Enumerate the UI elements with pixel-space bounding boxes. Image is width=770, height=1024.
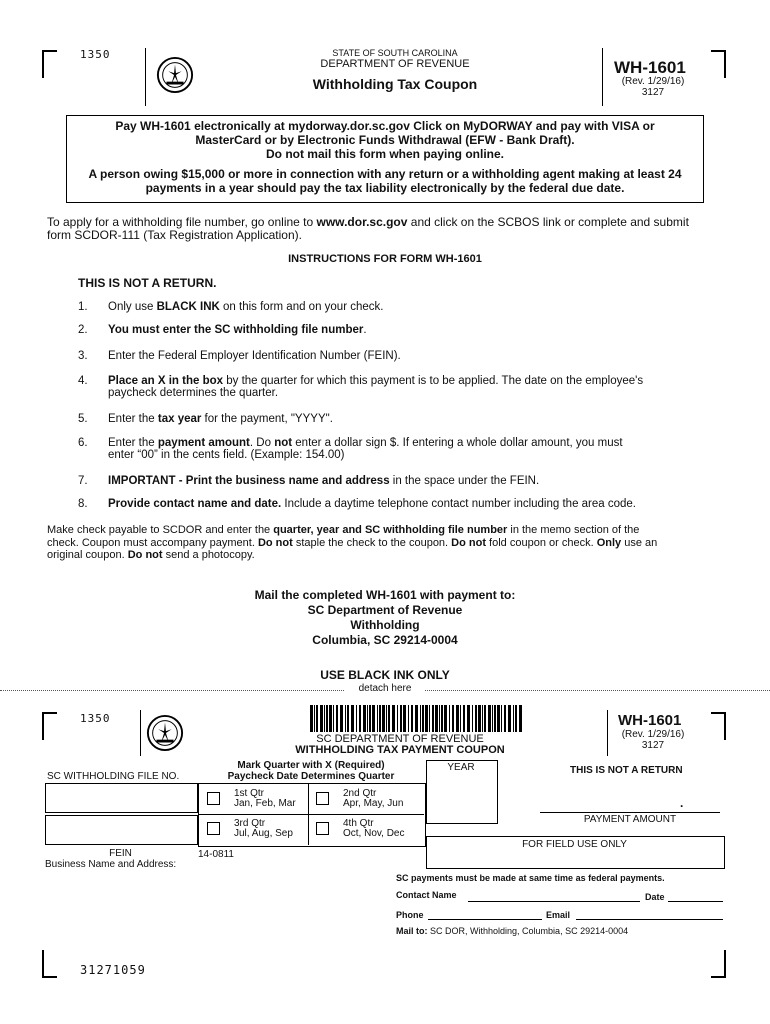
q1-label (234, 789, 296, 809)
mail-line: Mail the completed WH-1601 with payment to: (254, 588, 516, 602)
corner-mark-top-right (710, 50, 726, 78)
paragraph-emphasis: Only (596, 536, 622, 549)
footer-code: 31271059 (80, 963, 146, 977)
barcode-bar (388, 705, 390, 732)
instruction-segment: . Do (249, 437, 275, 449)
barcode-bar (324, 705, 325, 732)
notice-line: Do not mail this form when paying online. (265, 147, 504, 161)
paragraph-text: use an (621, 536, 658, 549)
barcode-bar (367, 705, 368, 732)
mail-to-line (396, 926, 628, 936)
form-code: 1350 (80, 48, 111, 61)
q2-label (343, 789, 403, 809)
barcode-bar (467, 705, 470, 732)
barcode-bar (508, 705, 511, 732)
barcode-bar (449, 705, 450, 732)
barcode-bar (513, 705, 514, 732)
notice-line: Pay WH-1601 electronically at mydorway.dor.sc.gov Click on MyDORWAY and pay with VISA or (115, 119, 655, 133)
barcode-bar (504, 705, 506, 732)
barcode-bar (484, 705, 486, 732)
instruction-segment: by the quarter for which this payment is to be applied. The date on the employee's (223, 375, 644, 387)
fein-field[interactable] (45, 815, 198, 845)
q3-name: 3rd Qtr (234, 818, 266, 829)
instruction-segment: in the space under the FEIN. (389, 475, 540, 487)
paragraph-text: fold coupon or check. (486, 536, 597, 549)
instruction-text (108, 324, 708, 336)
barcode-bar (397, 705, 398, 732)
form-number: 3127 (641, 87, 665, 98)
paragraph-emphasis: Do not (127, 549, 163, 561)
instruction-emphasis: BLACK INK (156, 301, 220, 313)
barcode-bar (463, 705, 465, 732)
barcode-bar (359, 705, 361, 732)
instruction-emphasis: Place an X in the box (108, 375, 224, 387)
instruction-text (108, 413, 708, 425)
paragraph-text: staple the check to the coupon. (292, 536, 452, 549)
q2-months: Apr, May, Jun (343, 798, 404, 809)
barcode-bar (439, 705, 440, 732)
coupon-form-id: WH-1601 (618, 712, 682, 729)
barcode-bar (411, 705, 413, 732)
barcode-bar (326, 705, 328, 732)
instruction-number: 6. (78, 437, 88, 449)
instruction-segment: for the payment, "YYYY". (201, 413, 333, 425)
barcode-bar (478, 705, 481, 732)
coupon-form-code: 1350 (80, 712, 111, 725)
q3-label (234, 819, 293, 839)
payment-instructions-paragraph (47, 524, 737, 562)
instruction-segment: paycheck determines the quarter. (108, 387, 279, 399)
email-field[interactable] (576, 919, 723, 920)
instruction-segment: . (363, 324, 367, 336)
paragraph-text: Make check payable to SCDOR and enter the (47, 524, 274, 536)
barcode-bar (336, 705, 338, 732)
instruction-number: 7. (78, 475, 88, 487)
not-a-return-heading: THIS IS NOT A RETURN. (78, 276, 217, 290)
coupon-form-number: 3127 (641, 740, 665, 751)
coupon-department: SC DEPARTMENT OF REVENUE (316, 733, 484, 745)
mail-to-label: Mail to: (396, 926, 428, 936)
barcode-bar (497, 705, 500, 732)
barcode-bar (488, 705, 491, 732)
state-name: STATE OF SOUTH CAROLINA (332, 48, 458, 58)
instruction-text (108, 437, 708, 461)
barcode-bar (492, 705, 493, 732)
state-seal-icon (146, 714, 184, 752)
instruction-number: 5. (78, 413, 88, 425)
instruction-segment: on this form and on your check. (219, 301, 384, 313)
q4-name: 4th Qtr (343, 818, 374, 829)
sc-payments-notice: SC payments must be made at same time as federal payments. (396, 873, 665, 883)
barcode-bar (320, 705, 323, 732)
instruction-number: 4. (78, 375, 88, 387)
state-seal-icon (156, 56, 194, 94)
barcode-bar (460, 705, 461, 732)
coupon-title: WITHHOLDING TAX PAYMENT COUPON (295, 744, 505, 756)
instruction-segment: enter a dollar sign $. If entering a whole dollar amount, you must (292, 437, 623, 449)
corner-mark-coupon-bottom-left (42, 950, 58, 978)
barcode-bar (345, 705, 346, 732)
barcode-bar (377, 705, 378, 732)
barcode-bar (333, 705, 334, 732)
apply-text: and click on the SCBOS link or complete and submit (407, 215, 689, 229)
barcode-bar (356, 705, 357, 732)
barcode (310, 705, 525, 732)
coupon-form-revision: (Rev. 1/29/16) (621, 729, 685, 740)
apply-text: To apply for a withholding file number, go online to (47, 215, 317, 229)
mail-address-block (0, 588, 770, 648)
file-number-label: SC WITHHOLDING FILE NO. (47, 771, 180, 782)
barcode-bar (316, 705, 318, 732)
barcode-bar (444, 705, 447, 732)
instruction-emphasis: not (274, 437, 293, 449)
instruction-segment: Enter the (108, 413, 158, 425)
paragraph-emphasis: Do not (257, 536, 293, 549)
q4-label (343, 819, 405, 839)
barcode-bar (422, 705, 424, 732)
barcode-bar (432, 705, 434, 732)
paragraph-text: in the memo section of the (507, 524, 640, 536)
phone-field[interactable] (428, 919, 542, 920)
instructions-heading: INSTRUCTIONS FOR FORM WH-1601 (288, 253, 482, 265)
payment-amount-label: PAYMENT AMOUNT (583, 814, 677, 825)
barcode-bar (515, 705, 517, 732)
corner-mark-coupon-top-left (42, 712, 58, 740)
q2-name: 2nd Qtr (343, 788, 377, 799)
email-label: Email (546, 910, 571, 920)
barcode-bar (456, 705, 459, 732)
apply-paragraph (47, 216, 737, 242)
instruction-text (108, 350, 708, 362)
barcode-bar (441, 705, 443, 732)
instruction-segment: Include a daytime telephone contact number including the area code. (281, 498, 637, 510)
barcode-bar (429, 705, 430, 732)
instruction-segment: enter “00” in the cents field. (Example: 154.00) (108, 449, 345, 461)
instruction-segment: Enter the (108, 437, 158, 449)
barcode-bar (475, 705, 477, 732)
notice-line: MasterCard or by Electronic Funds Withdrawal (EFW - Bank Draft). (195, 133, 575, 147)
instruction-emphasis: tax year (157, 413, 202, 425)
black-ink-notice: USE BLACK INK ONLY (320, 668, 450, 682)
barcode-bar (501, 705, 502, 732)
barcode-bar (403, 705, 406, 732)
instruction-emphasis: IMPORTANT - Print the business name and address (108, 475, 390, 487)
barcode-bar (452, 705, 454, 732)
notice-line: payments in a year should pay the tax liability electronically by the federal due date. (145, 181, 625, 195)
coupon-not-a-return: THIS IS NOT A RETURN (570, 765, 683, 776)
mail-to-address: SC DOR, Withholding, Columbia, SC 29214-0004 (430, 926, 629, 936)
barcode-bar (408, 705, 409, 732)
instruction-text (108, 475, 708, 487)
quarter-instructions (200, 760, 422, 782)
barcode-bar (472, 705, 473, 732)
barcode-bar (420, 705, 421, 732)
barcode-bar (329, 705, 332, 732)
q1-name: 1st Qtr (234, 788, 265, 799)
page-title: Withholding Tax Coupon (312, 76, 478, 92)
q3-checkbox[interactable] (207, 822, 220, 835)
form-id: WH-1601 (614, 58, 686, 77)
barcode-bar (482, 705, 483, 732)
barcode-bar (310, 705, 313, 732)
electronic-payment-notice (66, 115, 704, 203)
form-code-number: 14-0811 (198, 849, 234, 860)
paragraph-emphasis: quarter, year and SC withholding file number (273, 524, 508, 536)
dor-website-link[interactable]: www.dor.sc.gov (316, 215, 408, 229)
instruction-emphasis: You must enter the SC withholding file number (108, 324, 364, 336)
instruction-segment: Only use (108, 301, 157, 313)
q3-months: Jul, Aug, Sep (234, 828, 293, 839)
barcode-bar (425, 705, 428, 732)
q2-checkbox[interactable] (316, 792, 329, 805)
paragraph-text: send a photocopy. (162, 549, 255, 561)
fein-label: FEIN (109, 848, 132, 859)
barcode-bar (347, 705, 349, 732)
mail-line: SC Department of Revenue (307, 603, 463, 617)
apply-text: form SCDOR-111 (Tax Registration Application). (47, 228, 302, 242)
barcode-bar (415, 705, 418, 732)
q4-checkbox[interactable] (316, 822, 329, 835)
barcode-bar (372, 705, 375, 732)
instruction-number: 1. (78, 301, 88, 313)
instruction-emphasis: payment amount (157, 437, 250, 449)
barcode-bar (392, 705, 395, 732)
paragraph-emphasis: Do not (451, 536, 486, 549)
q1-months: Jan, Feb, Mar (234, 798, 296, 809)
instruction-segment: Enter the Federal Employer Identification Number (FEIN). (108, 350, 401, 362)
barcode-bar (519, 705, 522, 732)
mark-quarter-label: Mark Quarter with X (Required) (237, 760, 385, 771)
quarter-divider (198, 814, 424, 815)
paragraph-text: check. Coupon must accompany payment. (47, 536, 258, 549)
barcode-bar (340, 705, 343, 732)
paycheck-date-label: Paycheck Date Determines Quarter (227, 771, 395, 782)
instruction-text (108, 498, 708, 510)
business-name-address-label: Business Name and Address: (45, 859, 177, 870)
barcode-bar (400, 705, 402, 732)
date-field[interactable] (668, 901, 723, 902)
form-revision: (Rev. 1/29/16) (621, 76, 685, 87)
instruction-text (108, 301, 708, 313)
contact-name-label: Contact Name (396, 890, 457, 900)
instruction-number: 8. (78, 498, 88, 510)
barcode-bar (363, 705, 366, 732)
payment-amount-field[interactable] (540, 800, 720, 813)
instruction-emphasis: Provide contact name and date. (108, 498, 282, 510)
q4-months: Oct, Nov, Dec (343, 828, 405, 839)
barcode-bar (351, 705, 354, 732)
detach-here-label: detach here (345, 683, 425, 694)
mail-line: Withholding (350, 618, 420, 632)
instruction-number: 2. (78, 324, 88, 336)
corner-mark-coupon-bottom-right (710, 950, 726, 978)
mail-line: Columbia, SC 29214-0004 (312, 633, 458, 647)
barcode-bar (382, 705, 385, 732)
field-use-only-label: FOR FIELD USE ONLY (522, 839, 627, 850)
barcode-bar (314, 705, 315, 732)
barcode-bar (435, 705, 438, 732)
corner-mark-coupon-top-right (710, 712, 726, 740)
barcode-bar (379, 705, 381, 732)
corner-mark-top-left (42, 50, 58, 78)
instruction-number: 3. (78, 350, 88, 362)
instruction-text (108, 375, 708, 399)
contact-name-field[interactable] (468, 901, 640, 902)
department-name: DEPARTMENT OF REVENUE (320, 58, 470, 70)
withholding-file-number-field[interactable] (45, 783, 198, 813)
year-label: YEAR (447, 762, 475, 773)
q1-checkbox[interactable] (207, 792, 220, 805)
barcode-bar (369, 705, 371, 732)
amount-decimal-point: . (680, 796, 684, 810)
phone-label: Phone (396, 910, 424, 920)
barcode-bar (494, 705, 496, 732)
paragraph-text: original coupon. (47, 549, 128, 561)
date-label: Date (645, 892, 665, 902)
notice-line: A person owing $15,000 or more in connection with any return or a withholding agent making at least 24 (88, 167, 682, 181)
barcode-bar (386, 705, 387, 732)
